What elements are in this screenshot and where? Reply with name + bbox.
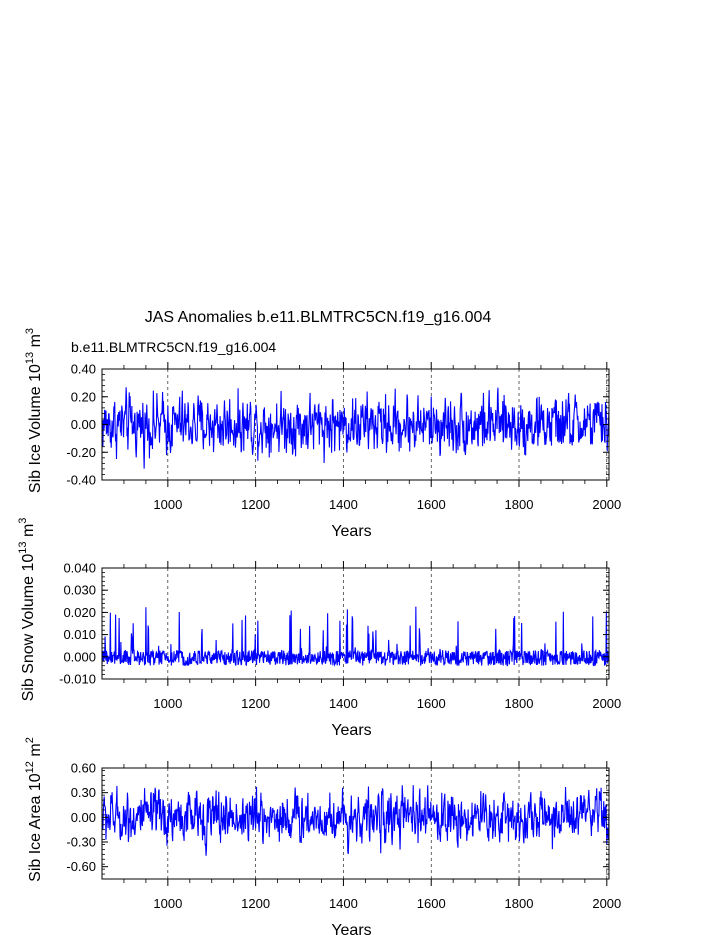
y-tick-label: 0.00 — [70, 809, 96, 825]
x-tick-label: 1800 — [504, 497, 534, 512]
y-tick-label: -0.30 — [66, 834, 96, 850]
x-tick-label: 1400 — [328, 696, 358, 711]
x-tick-label: 1400 — [328, 896, 358, 911]
x-tick-label: 1000 — [153, 696, 183, 711]
x-axis-title: Years — [331, 523, 372, 540]
y-tick-label: 0.60 — [70, 760, 96, 776]
y-tick-label: 0.020 — [63, 604, 96, 620]
x-tick-label: 1600 — [416, 896, 446, 911]
y-tick-label: 0.40 — [70, 361, 96, 377]
y-tick-label: -0.20 — [66, 444, 96, 460]
series-line — [102, 785, 609, 856]
y-tick-label: 0.30 — [70, 785, 96, 801]
y-axis-title: Sib Snow Volume $10^{13}$ $m^3$ — [17, 517, 37, 702]
x-tick-label: 1400 — [328, 497, 358, 512]
x-axis-title: Years — [331, 922, 372, 935]
series-line — [102, 607, 609, 666]
x-tick-label: 1800 — [504, 696, 534, 711]
x-tick-label: 1800 — [504, 896, 534, 911]
panel-1 — [24, 328, 621, 540]
y-tick-label: -0.60 — [66, 859, 96, 875]
x-tick-label: 1600 — [416, 696, 446, 711]
y-tick-label: 0.000 — [63, 649, 96, 665]
y-tick-label: 0.040 — [63, 560, 96, 576]
y-tick-label: -0.40 — [66, 472, 96, 488]
x-tick-label: 1200 — [241, 497, 271, 512]
x-tick-label: 2000 — [592, 497, 622, 512]
page-subtitle: b.e11.BLMTRC5CN.f19_g16.004 — [71, 339, 277, 355]
x-tick-label: 1000 — [153, 497, 183, 512]
x-tick-label: 1600 — [416, 497, 446, 512]
plot-frame — [102, 568, 609, 679]
panel-3 — [24, 737, 621, 935]
y-axis-title: Sib Ice Volume $10^{13}$ $m^3$ — [24, 327, 44, 494]
page-title: JAS Anomalies b.e11.BLMTRC5CN.f19_g16.004 — [144, 309, 492, 326]
y-tick-label: 0.030 — [63, 582, 96, 598]
x-tick-label: 1000 — [153, 896, 183, 911]
y-tick-label: 0.20 — [70, 389, 96, 405]
x-tick-label: 2000 — [592, 696, 622, 711]
y-axis-title: Sib Ice Area $10^{12}$ $m^2$ — [24, 737, 44, 882]
y-tick-label: 0.00 — [70, 417, 96, 432]
x-tick-label: 1200 — [241, 896, 271, 911]
series-line — [102, 387, 609, 468]
x-tick-label: 2000 — [592, 896, 622, 911]
y-tick-label: -0.010 — [59, 671, 96, 687]
x-tick-label: 1200 — [241, 696, 271, 711]
panel-2 — [17, 518, 621, 739]
panels — [17, 328, 621, 935]
y-tick-label: 0.010 — [63, 627, 96, 643]
x-axis-title: Years — [331, 722, 372, 739]
